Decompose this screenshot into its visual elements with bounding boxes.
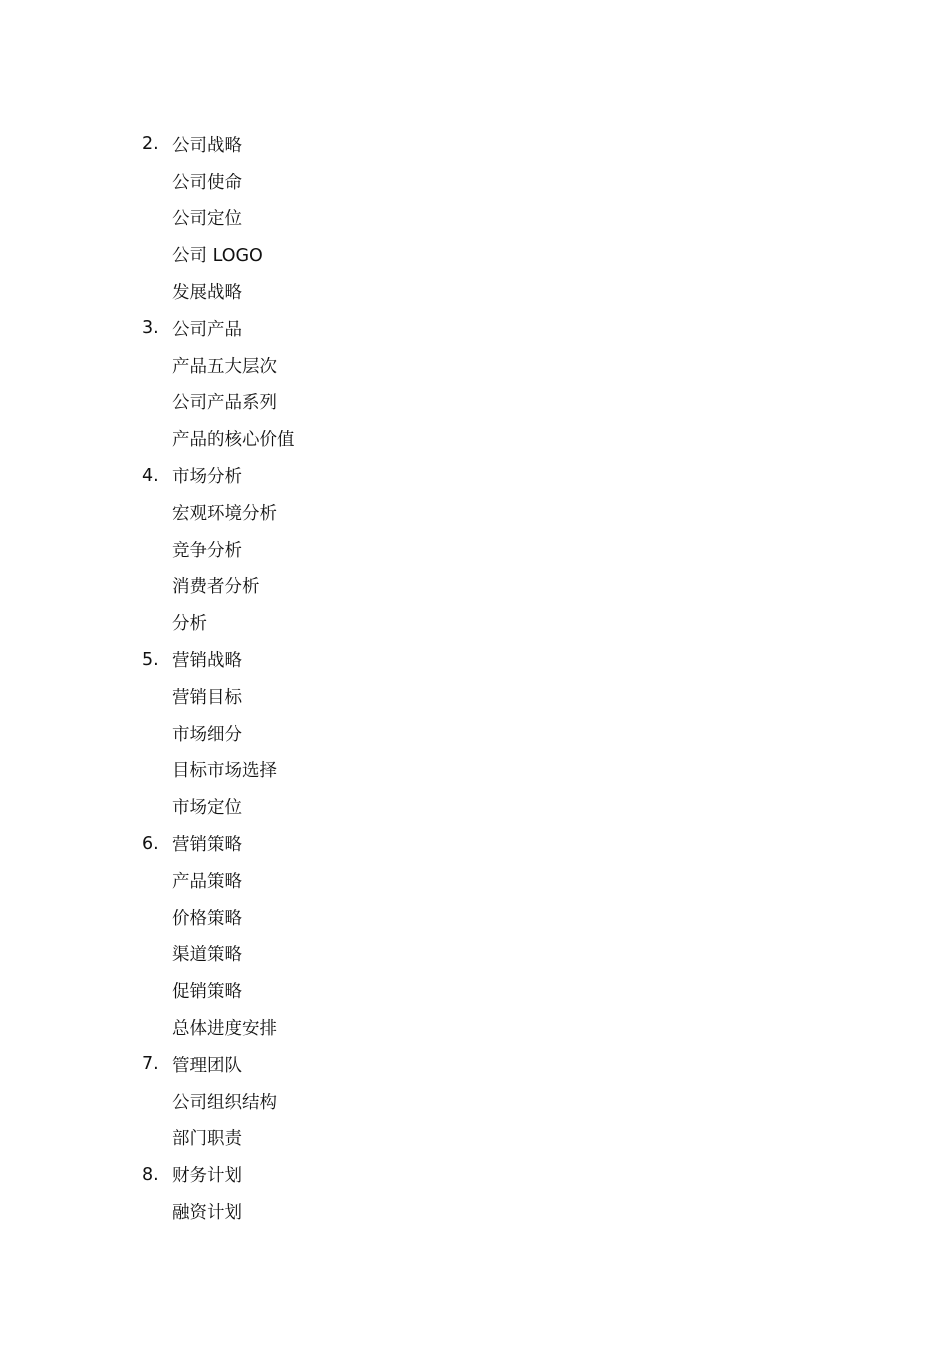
- section-item: 市场定位: [172, 798, 242, 819]
- section-number: 2.: [142, 134, 159, 155]
- section-title: 营销策略: [172, 835, 242, 856]
- section-title: 财务计划: [172, 1166, 242, 1187]
- section-heading: [142, 457, 842, 494]
- section-number: 7.: [142, 1054, 159, 1075]
- section-item: 目标市场选择: [172, 761, 277, 782]
- section-item: 价格策略: [172, 908, 242, 929]
- section-heading: [142, 1046, 842, 1083]
- section-number: 6.: [142, 833, 159, 854]
- section-item: 营销目标: [172, 687, 242, 708]
- section-item: 分析: [172, 614, 207, 635]
- section-title: 公司战略: [172, 135, 242, 156]
- section-item: 宏观环境分析: [172, 503, 277, 524]
- section-item: 促销策略: [172, 982, 242, 1003]
- section-title: 营销战略: [172, 651, 242, 672]
- section-title: 管理团队: [172, 1055, 242, 1076]
- section-title: 市场分析: [172, 467, 242, 488]
- section-item: 渠道策略: [172, 945, 242, 966]
- section-item: 消费者分析: [172, 577, 260, 598]
- section-heading: [142, 310, 842, 347]
- section-title: 公司产品: [172, 319, 242, 340]
- section-item: 公司 LOGO: [172, 246, 263, 267]
- section-item: 总体进度安排: [172, 1019, 277, 1040]
- section-item: 公司组织结构: [172, 1092, 277, 1113]
- section-item: 公司定位: [172, 209, 242, 230]
- document-outline: [142, 126, 842, 1230]
- section-item: 产品五大层次: [172, 356, 277, 377]
- section-item: 部门职责: [172, 1129, 242, 1150]
- section-heading: [142, 1156, 842, 1193]
- section-number: 4.: [142, 465, 159, 486]
- section-item: 产品的核心价值: [172, 430, 295, 451]
- section-item: 发展战略: [172, 283, 242, 304]
- section-number: 3.: [142, 318, 159, 339]
- section-item: 融资计划: [172, 1203, 242, 1223]
- section-number: 5.: [142, 649, 159, 670]
- section-item: 公司使命: [172, 172, 242, 193]
- section-item: 产品策略: [172, 871, 242, 892]
- section-number: 8.: [142, 1164, 159, 1185]
- section-heading: [142, 641, 842, 678]
- section-heading: [142, 825, 842, 862]
- section-item: 公司产品系列: [172, 393, 277, 414]
- section-item: 竞争分析: [172, 540, 242, 561]
- section-item: 市场细分: [172, 724, 242, 745]
- section-heading: [142, 126, 842, 163]
